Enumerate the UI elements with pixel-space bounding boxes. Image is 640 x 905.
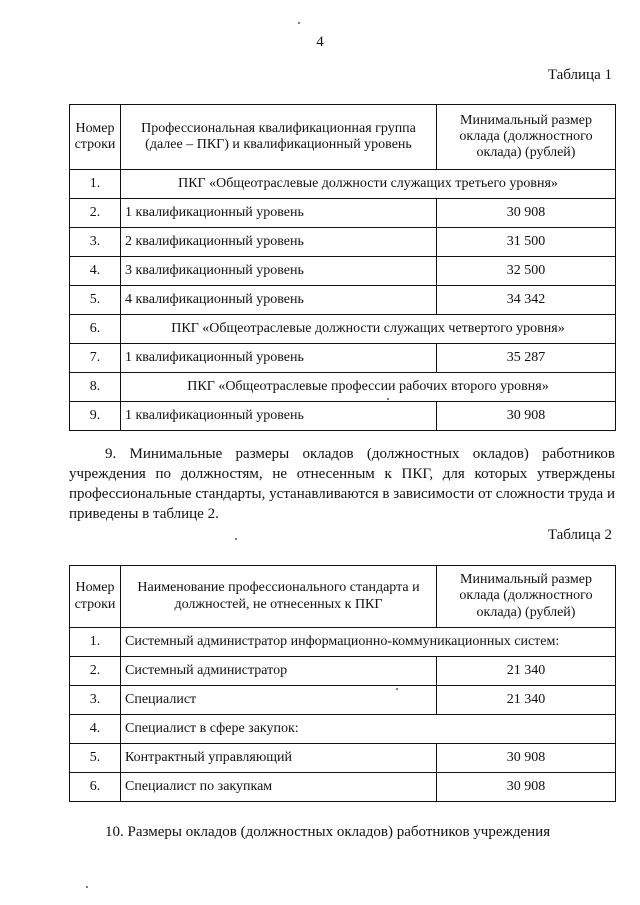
row-number: 6. bbox=[70, 773, 121, 802]
qualification-level: 1 квалификационный уровень bbox=[121, 344, 437, 373]
page-number: 4 bbox=[316, 34, 324, 50]
table-row bbox=[70, 344, 616, 373]
row-number: 2. bbox=[70, 657, 121, 686]
row-number: 1. bbox=[70, 628, 121, 657]
row-number: 6. bbox=[70, 315, 121, 344]
salary-value: 30 908 bbox=[437, 744, 616, 773]
table-row bbox=[70, 257, 616, 286]
position-name: Специалист по закупкам bbox=[121, 773, 437, 802]
table-row bbox=[70, 402, 616, 431]
row-number: 5. bbox=[70, 286, 121, 315]
table2-header-salary: Минимальный размер оклада (должностного оклада) (рублей) bbox=[437, 566, 616, 628]
standard-title: Системный администратор информационно-коммуникационных систем: bbox=[121, 628, 616, 657]
salary-value: 32 500 bbox=[437, 257, 616, 286]
row-number: 1. bbox=[70, 170, 121, 199]
qualification-level: 1 квалификационный уровень bbox=[121, 402, 437, 431]
table1-header-number: Номер строки bbox=[70, 105, 121, 170]
row-number: 3. bbox=[70, 686, 121, 715]
table-row bbox=[70, 628, 616, 657]
group-title: ПКГ «Общеотраслевые должности служащих четвертого уровня» bbox=[121, 315, 616, 344]
position-name: Системный администратор bbox=[121, 657, 437, 686]
salary-value: 31 500 bbox=[437, 228, 616, 257]
table-row bbox=[70, 170, 616, 199]
salary-value: 30 908 bbox=[437, 402, 616, 431]
table2-header-number: Номер строки bbox=[70, 566, 121, 628]
row-number: 4. bbox=[70, 257, 121, 286]
paragraph-10: 10. Размеры окладов (должностных окладов) работников учреждения bbox=[105, 824, 551, 840]
table-row bbox=[70, 228, 616, 257]
table1-header-salary: Минимальный размер оклада (должностного оклада) (рублей) bbox=[437, 105, 616, 170]
table2-caption: Таблица 2 bbox=[547, 527, 612, 543]
table-row bbox=[70, 373, 616, 402]
salary-value: 30 908 bbox=[437, 773, 616, 802]
row-number: 2. bbox=[70, 199, 121, 228]
table1-caption: Таблица 1 bbox=[547, 67, 612, 83]
group-title: ПКГ «Общеотраслевые профессии рабочих второго уровня» bbox=[121, 373, 616, 402]
row-number: 7. bbox=[70, 344, 121, 373]
table2-header-standard: Наименование профессионального стандарта и должностей, не отнесенных к ПКГ bbox=[121, 566, 437, 628]
table-row bbox=[70, 657, 616, 686]
salary-value: 21 340 bbox=[437, 657, 616, 686]
table-row bbox=[70, 199, 616, 228]
salary-value: 34 342 bbox=[437, 286, 616, 315]
table-row bbox=[70, 686, 616, 715]
salary-value: 35 287 bbox=[437, 344, 616, 373]
paragraph-9: 9. Минимальные размеры окладов (должностных окладов) работников учреждения по должностям, не отнесенным к ПКГ, для которых утверждены профессиональные стандарты, устанавливаются в зависимости от сложности труда и приведены в таблице 2. bbox=[69, 446, 615, 522]
row-number: 5. bbox=[70, 744, 121, 773]
standard-title: Специалист в сфере закупок: bbox=[121, 715, 616, 744]
scan-speck bbox=[387, 398, 389, 400]
table-row bbox=[70, 315, 616, 344]
salary-value: 21 340 bbox=[437, 686, 616, 715]
table1-header-row bbox=[70, 105, 616, 170]
group-title: ПКГ «Общеотраслевые должности служащих третьего уровня» bbox=[121, 170, 616, 199]
row-number: 3. bbox=[70, 228, 121, 257]
scan-speck bbox=[396, 688, 398, 690]
scan-speck bbox=[86, 886, 88, 888]
table2-header-row bbox=[70, 566, 616, 628]
qualification-level: 2 квалификационный уровень bbox=[121, 228, 437, 257]
table-row bbox=[70, 286, 616, 315]
table1-header-group: Профессиональная квалификационная группа (далее – ПКГ) и квалификационный уровень bbox=[121, 105, 437, 170]
table-row bbox=[70, 773, 616, 802]
qualification-level: 1 квалификационный уровень bbox=[121, 199, 437, 228]
row-number: 4. bbox=[70, 715, 121, 744]
scan-speck bbox=[235, 538, 237, 540]
row-number: 9. bbox=[70, 402, 121, 431]
table-row bbox=[70, 715, 616, 744]
table-row bbox=[70, 744, 616, 773]
row-number: 8. bbox=[70, 373, 121, 402]
position-name: Специалист bbox=[121, 686, 437, 715]
salary-value: 30 908 bbox=[437, 199, 616, 228]
scan-speck bbox=[298, 22, 300, 24]
position-name: Контрактный управляющий bbox=[121, 744, 437, 773]
qualification-level: 4 квалификационный уровень bbox=[121, 286, 437, 315]
table2 bbox=[69, 565, 616, 802]
table1 bbox=[69, 104, 616, 431]
qualification-level: 3 квалификационный уровень bbox=[121, 257, 437, 286]
